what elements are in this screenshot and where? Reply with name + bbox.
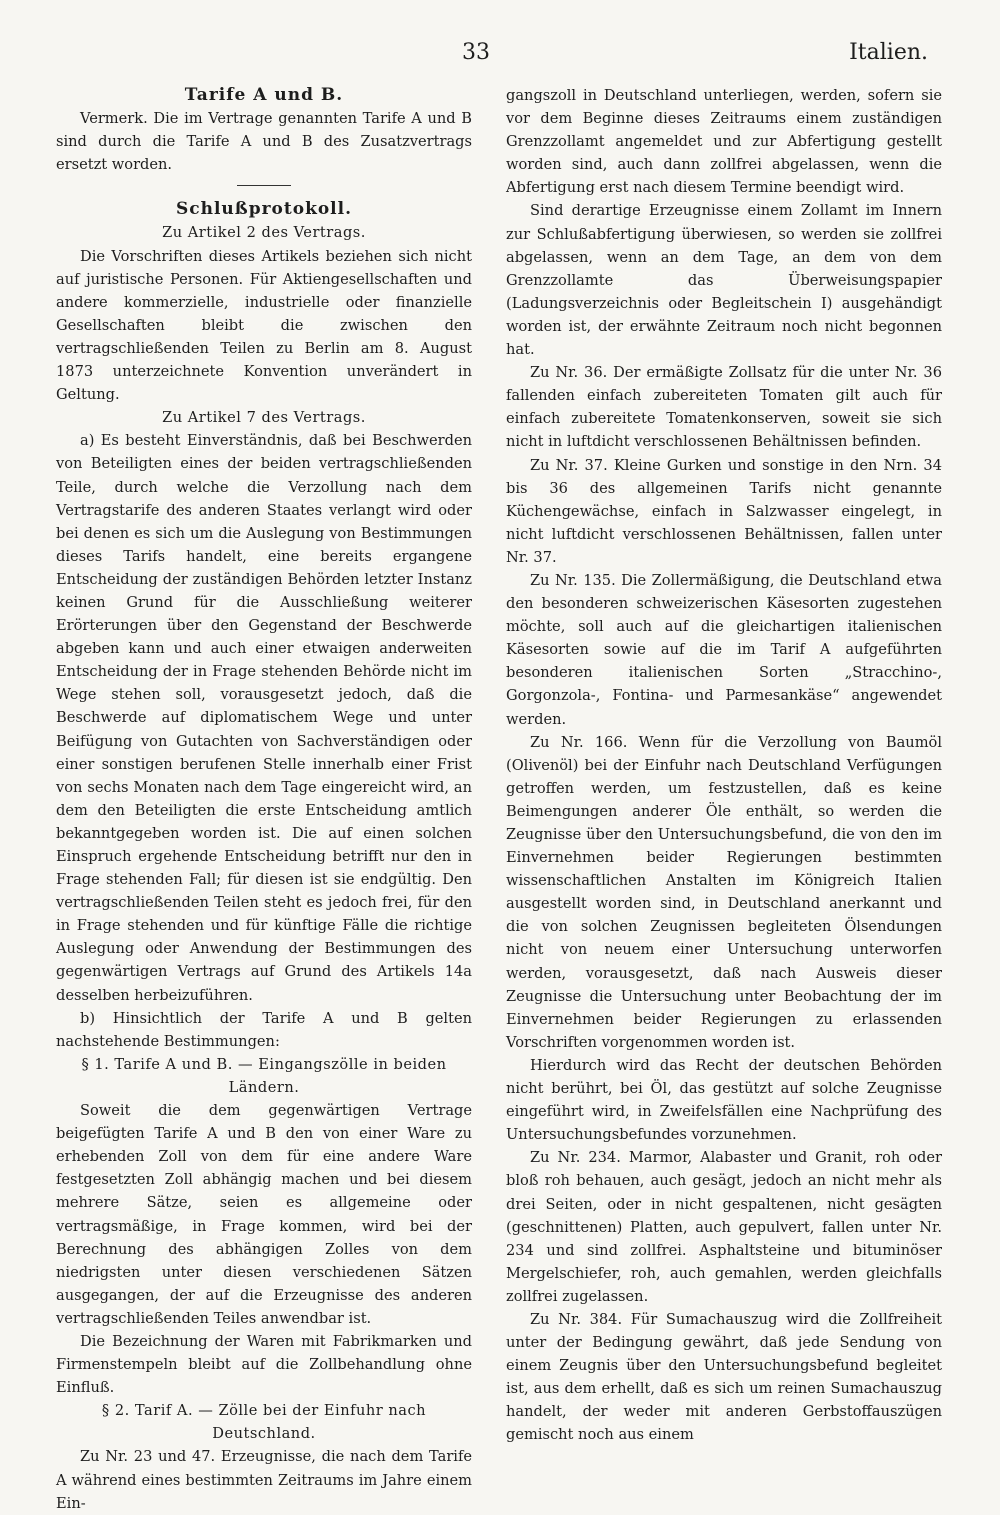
- nr135-paragraph: Zu Nr. 135. Die Zollermäßigung, die Deutschland etwa den besonderen schweizerischen Käsesorten zugestehen möchte, soll auch auf die gleichartigen italienischen Käsesorten sowie auf die im Tarif A aufgeführten besonderen italienischen Sorten „Stracchino-, Gorgonzola-, Fontina- und Parmesankäse“ angewendet werden.: [506, 571, 942, 728]
- section1-heading: § 1. Tarife A und B. — Eingangszölle in beiden Ländern.: [81, 1055, 447, 1096]
- section1-paragraph-2: Die Bezeichnung der Waren mit Fabrikmarken und Firmenstempeln bleibt auf die Zollbehandlung ohne Einfluß.: [56, 1332, 472, 1397]
- art7-a-paragraph: a) Es besteht Einverständnis, daß bei Beschwerden von Beteiligten eines der beiden vertragschließenden Teile, durch welche die Verzollung nach dem Vertragstarife des anderen Staates verlangt wird oder bei denen es sich um die Auslegung von Bestimmungen dieses Tarifs handelt, eine bereits ergangene Entscheidung der zuständigen Behörden letzter Instanz keinen Grund für die Ausschließung weiterer Erörterungen über den Gegenstand der Beschwerde abgeben kann und auch einer etwaigen anderweiten Entscheidung der in Frage stehenden Behörde nicht im Wege stehen soll, vorausgesetzt jedoch, daß die Beschwerde auf diplomatischem Wege und unter Beifügung von Gutachten von Sachverständigen oder einer sonstigen berufenen Stelle innerhalb einer Frist von sechs Monaten nach dem Tage eingereicht wird, an dem den Beteiligten die erste Entscheidung amtlich bekanntgegeben worden ist. Die auf einen solchen Einspruch ergehende Entscheidung betrifft nur den in Frage stehenden Fall; für diesen ist sie endgültig. Den vertragschließenden Teilen steht es jedoch frei, für den in Frage stehenden und für künftige Fälle die richtige Auslegung oder Anwendung der Bestimmungen des gegenwärtigen Vertrags auf Grund des Artikels 14a desselben herbeizuführen.: [56, 432, 472, 1004]
- right-column: [506, 84, 942, 1447]
- vermerk-text: Die im Vertrage genannten Tarife A und B sind durch die Tarife A und B des Zusatzvertrags ersetzt worden.: [56, 110, 472, 174]
- nr37-paragraph: Zu Nr. 37. Kleine Gurken und sonstige in den Nrn. 34 bis 36 des allgemeinen Tarifs nicht genannte Küchengewächse, einfach in Salzwasser eingelegt, in nicht luftdicht verschlossenen Behältnissen, fallen unter Nr. 37.: [506, 456, 942, 566]
- art7-b-paragraph: b) Hinsichtlich der Tarife A und B gelten nachstehende Bestimmungen:: [56, 1009, 472, 1050]
- nr384-paragraph: Zu Nr. 384. Für Sumachauszug wird die Zollfreiheit unter der Bedingung gewährt, daß jede Sendung von einem Zeugnis über den Untersuchungsbefund begleitet ist, aus dem erhellt, daß es sich um reinen Sumachauszug handelt, der weder mit anderen Gerbstoffauszügen gemischt noch aus einem: [506, 1310, 942, 1444]
- section2-paragraph: Zu Nr. 23 und 47. Erzeugnisse, die nach dem Tarife A während eines bestimmten Zeitraums im Jahre einem Ein-: [56, 1448, 472, 1512]
- section-rule: [237, 185, 291, 186]
- section2-heading: § 2. Tarif A. — Zölle bei der Einfuhr nach Deutschland.: [101, 1402, 427, 1443]
- left-column: [56, 84, 472, 1515]
- nr166-paragraph: Zu Nr. 166. Wenn für die Verzollung von Baumöl (Olivenöl) bei der Einfuhr nach Deutschland Verfügungen getroffen werden, um festzustellen, daß es keine Beimengungen anderer Öle enthält, so werden die Zeugnisse über den Untersuchungsbefund, die von den im Einvernehmen beider Regierungen bestimmten wissenschaftlichen Anstalten im Königreich Italien ausgestellt worden sind, in Deutschland anerkannt und die von solchen Zeugnissen begleiteten Ölsendungen nicht von neuem einer Untersuchung unterworfen werden, vorausgesetzt, daß nach Ausweis dieser Zeugnisse die Untersuchung unter Beobachtung der im Einvernehmen beider Regierungen zu erlassenden Vorschriften vorgenommen worden ist.: [506, 733, 942, 1051]
- art7-heading: Zu Artikel 7 des Vertrags.: [162, 409, 366, 427]
- continued-paragraph-2: Sind derartige Erzeugnisse einem Zollamt im Innern zur Schlußabfertigung überwiesen, so werden sie zollfrei abgelassen, wenn an dem Tage, an dem von dem Grenzzollamte das Überweisungspapier (Ladungsverzeichnis oder Begleitschein I) ausgehändigt worden ist, der erwähnte Zeitraum noch nicht begonnen hat.: [506, 202, 942, 359]
- art2-heading: Zu Artikel 2 des Vertrags.: [162, 224, 366, 242]
- schlussprotokoll-heading: Schlußprotokoll.: [175, 199, 353, 220]
- continued-paragraph: gangszoll in Deutschland unterliegen, werden, sofern sie vor dem Beginne dieses Zeitraums einem zuständigen Grenzzollamt angemeldet und zur Abfertigung gestellt worden sind, auch dann zollfrei abgelassen, wenn die Abfertigung erst nach diesem Termine beendigt wird.: [506, 87, 942, 197]
- nr234-paragraph: Zu Nr. 234. Marmor, Alabaster und Granit, roh oder bloß roh behauen, auch gesägt, jedoch an nicht mehr als drei Seiten, oder in nicht gespaltenen, nicht gesägten (geschnittenen) Platten, auch gepulvert, fallen unter Nr. 234 und sind zollfrei. Asphaltsteine und bituminöser Mergelschiefer, roh, auch gemahlen, werden gleichfalls zollfrei zugelassen.: [506, 1149, 942, 1305]
- vermerk-paragraph: [56, 107, 472, 176]
- art2-paragraph: Die Vorschriften dieses Artikels beziehen sich nicht auf juristische Personen. Für Aktiengesellschaften und andere kommerzielle, industrielle oder finanzielle Gesellschaften bleibt die zwischen den vertragschließenden Teilen zu Berlin am 8. August 1873 unterzeichnete Konvention unverändert in Geltung.: [56, 247, 472, 404]
- section1-paragraph: Soweit die dem gegenwärtigen Vertrage beigefügten Tarife A und B den von einer Ware zu erhebenden Zoll von dem für eine andere Ware festgesetzten Zoll abhängig machen und bei diesem mehrere Sätze, seien es allgemeine oder vertragsmäßige, in Frage kommen, wird bei der Berechnung des abhängigen Zolles von dem niedrigsten unter diesen verschiedenen Sätzen ausgegangen, der auf die Erzeugnisse des anderen vertragschließenden Teiles anwendbar ist.: [56, 1102, 472, 1327]
- nr166-paragraph-2: Hierdurch wird das Recht der deutschen Behörden nicht berührt, bei Öl, das gestützt auf solche Zeugnisse eingeführt wird, in Zweifelsfällen eine Nachprüfung des Untersuchungsbefundes vorzunehmen.: [506, 1056, 942, 1144]
- tarife-heading: Tarife A und B.: [184, 85, 344, 105]
- vermerk-label: Vermerk.: [80, 110, 148, 128]
- running-head: Italien.: [849, 40, 928, 65]
- page-number: 33: [462, 40, 490, 65]
- nr36-paragraph: Zu Nr. 36. Der ermäßigte Zollsatz für die unter Nr. 36 fallenden einfach zubereiteten Tomaten gilt auch für einfach zubereitete Tomatenkonserven, soweit sie sich nicht in luftdicht verschlossenen Behältnissen befinden.: [506, 364, 942, 451]
